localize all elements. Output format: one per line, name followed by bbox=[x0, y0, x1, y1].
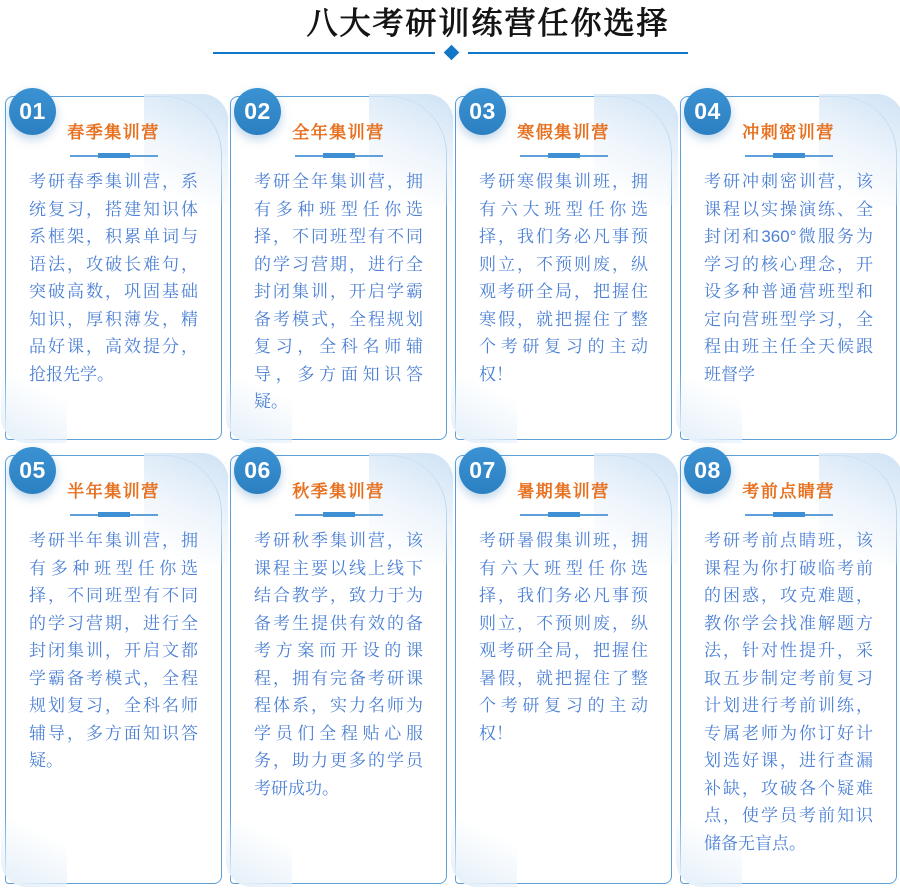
diamond-icon bbox=[443, 45, 459, 61]
camp-description: 考研寒假集训班，拥有六大班型任你选择，我们务必凡事预则立，不预则废，纵观考研全局，把握住寒假，就把握住了整个考研复习的主动权！ bbox=[479, 172, 648, 384]
camp-title: 半年集训营 bbox=[67, 482, 160, 501]
card-title-divider bbox=[70, 153, 158, 158]
camp-description: 考研半年集训营，拥有多种班型任你选择，不同班型有不同的学习营期，进行全封闭集训，开启文都学霸备考模式，全程规划复习，全科名师辅导，多方面知识答疑。 bbox=[29, 531, 198, 770]
page-header bbox=[0, 6, 900, 58]
camp-card-2[interactable] bbox=[230, 96, 447, 440]
camp-number-badge: 07 bbox=[459, 447, 506, 494]
camp-card-4[interactable] bbox=[680, 96, 897, 440]
camp-title: 秋季集训营 bbox=[292, 482, 385, 501]
camp-description: 考研秋季集训营，该课程主要以线上线下结合教学，致力于为备考生提供有效的备考方案而开设的课程，拥有完备考研课程体系，实力名师为学员们全程贴心服务，助力更多的学员考研成功。 bbox=[254, 531, 423, 798]
camp-title: 冲刺密训营 bbox=[742, 123, 835, 142]
camp-description: 考研春季集训营，系统复习，搭建知识体系框架，积累单词与语法，攻破长难句，突破高数，巩固基础知识，厚积薄发，精品好课，高效提分，抢报先学。 bbox=[29, 172, 198, 384]
card-title-divider bbox=[295, 153, 383, 158]
card-title-divider bbox=[745, 153, 833, 158]
camp-number-badge: 01 bbox=[9, 88, 56, 135]
camps-grid bbox=[5, 96, 900, 884]
camp-card-6[interactable] bbox=[230, 455, 447, 884]
camp-title: 考前点睛营 bbox=[742, 482, 835, 501]
card-title-divider bbox=[520, 153, 608, 158]
camp-card-1[interactable] bbox=[5, 96, 222, 440]
title-divider bbox=[0, 47, 900, 58]
camp-number-badge: 04 bbox=[684, 88, 731, 135]
camp-description: 考研暑假集训班，拥有六大班型任你选择，我们务必凡事预则立，不预则废，纵观考研全局，把握住暑假，就把握住了整个考研复习的主动权！ bbox=[479, 531, 648, 743]
camp-title: 春季集训营 bbox=[67, 123, 160, 142]
camp-title: 暑期集训营 bbox=[517, 482, 610, 501]
divider-line-left bbox=[213, 52, 435, 54]
camp-description: 考研考前点睛班，该课程为你打破临考前的困惑，攻克难题，教你学会找准解题方法，针对性提升，采取五步制定考前复习计划进行考前训练，专属老师为你订好计划选好课，进行查漏补缺，攻破各个疑难点，使学员考前知识储备无盲点。 bbox=[704, 531, 873, 853]
camp-number-badge: 05 bbox=[9, 447, 56, 494]
camp-card-5[interactable] bbox=[5, 455, 222, 884]
camp-description: 考研全年集训营，拥有多种班型任你选择，不同班型有不同的学习营期，进行全封闭集训，开启学霸备考模式，全程规划复习，全科名师辅导，多方面知识答疑。 bbox=[254, 172, 423, 411]
camp-number-badge: 02 bbox=[234, 88, 281, 135]
camp-number-badge: 06 bbox=[234, 447, 281, 494]
page bbox=[0, 6, 900, 895]
card-title-divider bbox=[520, 512, 608, 517]
card-title-divider bbox=[295, 512, 383, 517]
camp-title: 寒假集训营 bbox=[517, 123, 610, 142]
camp-description: 考研冲刺密训营，该课程以实操演练、全封闭和360°微服务为学习的核心理念，开设多种普通营班型和定向营班型学习，全程由班主任全天候跟班督学 bbox=[704, 172, 873, 384]
divider-line-right bbox=[468, 52, 688, 54]
camp-card-8[interactable] bbox=[680, 455, 897, 884]
camp-number-badge: 08 bbox=[684, 447, 731, 494]
card-title-divider bbox=[745, 512, 833, 517]
camp-card-3[interactable] bbox=[455, 96, 672, 440]
camp-card-7[interactable] bbox=[455, 455, 672, 884]
camp-number-badge: 03 bbox=[459, 88, 506, 135]
card-title-divider bbox=[70, 512, 158, 517]
camp-title: 全年集训营 bbox=[292, 123, 385, 142]
page-title: 八大考研训练营任你选择 bbox=[306, 6, 670, 41]
